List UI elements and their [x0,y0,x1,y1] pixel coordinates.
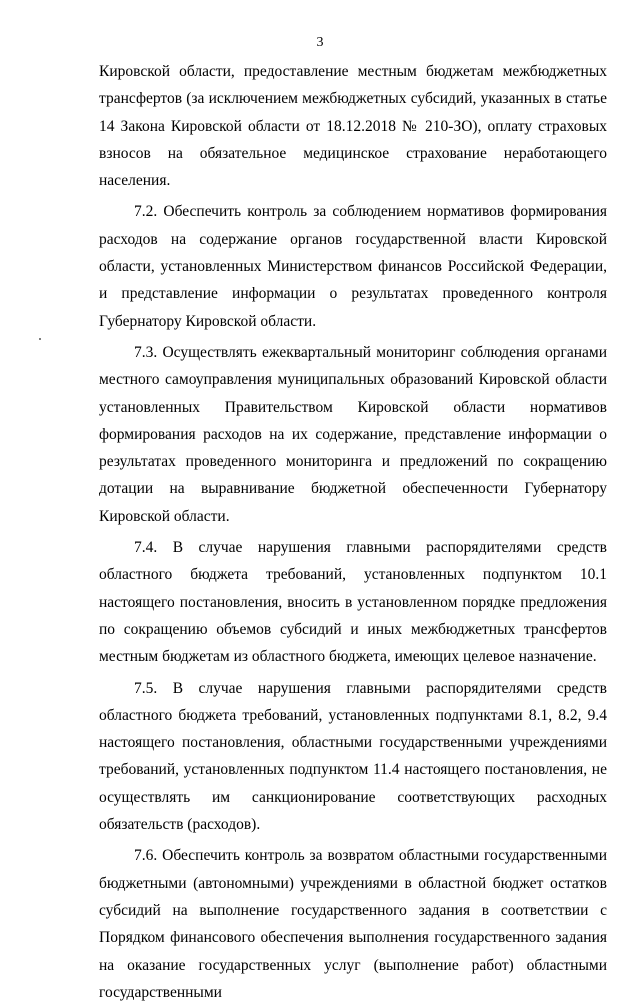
page-number: 3 [316,35,324,50]
paragraph-7-2: 7.2. Обеспечить контроль за соблюдением нормативов формирования расходов на содержание органов государственной власти Кировской области, установленных Министерством финансов Российской Федерации, и представление информации о результатах проведенного контроля Губернатору Кировской области. [99,203,607,330]
document-body [99,58,607,1006]
paragraph-7-6: 7.6. Обеспечить контроль за возвратом областными государственными бюджетными (автономными) учреждениями в областной бюджет остатков субсидий на выполнение государственного задания в соответствии с Порядком финансового обеспечения выполнения государственного задания на оказание государственных услуг (выполнение работ) областными государственными [99,847,607,1001]
paragraph-7-4: 7.4. В случае нарушения главными распорядителями средств областного бюджета требований, установленных подпунктом 10.1 настоящего постановления, вносить в установленном порядке предложения по сокращению объемов субсидий и иных межбюджетных трансфертов местным бюджетам из областного бюджета, имеющих целевое назначение. [99,539,607,666]
paragraph-7-3: 7.3. Осуществлять ежеквартальный мониторинг соблюдения органами местного самоуправления муниципальных образований Кировской области установленных Правительством Кировской области нормативов формирования расходов на их содержание, представление информации о результатах проведенного мониторинга и предложений по сокращению дотации на выравнивание бюджетной обеспеченности Губернатору Кировской области. [99,343,607,525]
paragraph-7-5: 7.5. В случае нарушения главными распорядителями средств областного бюджета требований, установленных подпунктами 8.1, 8.2, 9.4 настоящего постановления, областными государственными учреждениями требований, установленных подпунктом 11.4 настоящего постановления, не осуществлять им санкционирование соответствующих расходных обязательств (расходов). [99,679,607,834]
scan-speck [39,338,41,340]
paragraph-7-1-continuation: Кировской области, предоставление местным бюджетам межбюджетных трансфертов (за исключением межбюджетных субсидий, указанных в статье 14 Закона Кировской области от 18.12.2018 № 210-ЗО), оплату страховых взносов на обязательное медицинское страхование неработающего населения. [99,63,607,190]
